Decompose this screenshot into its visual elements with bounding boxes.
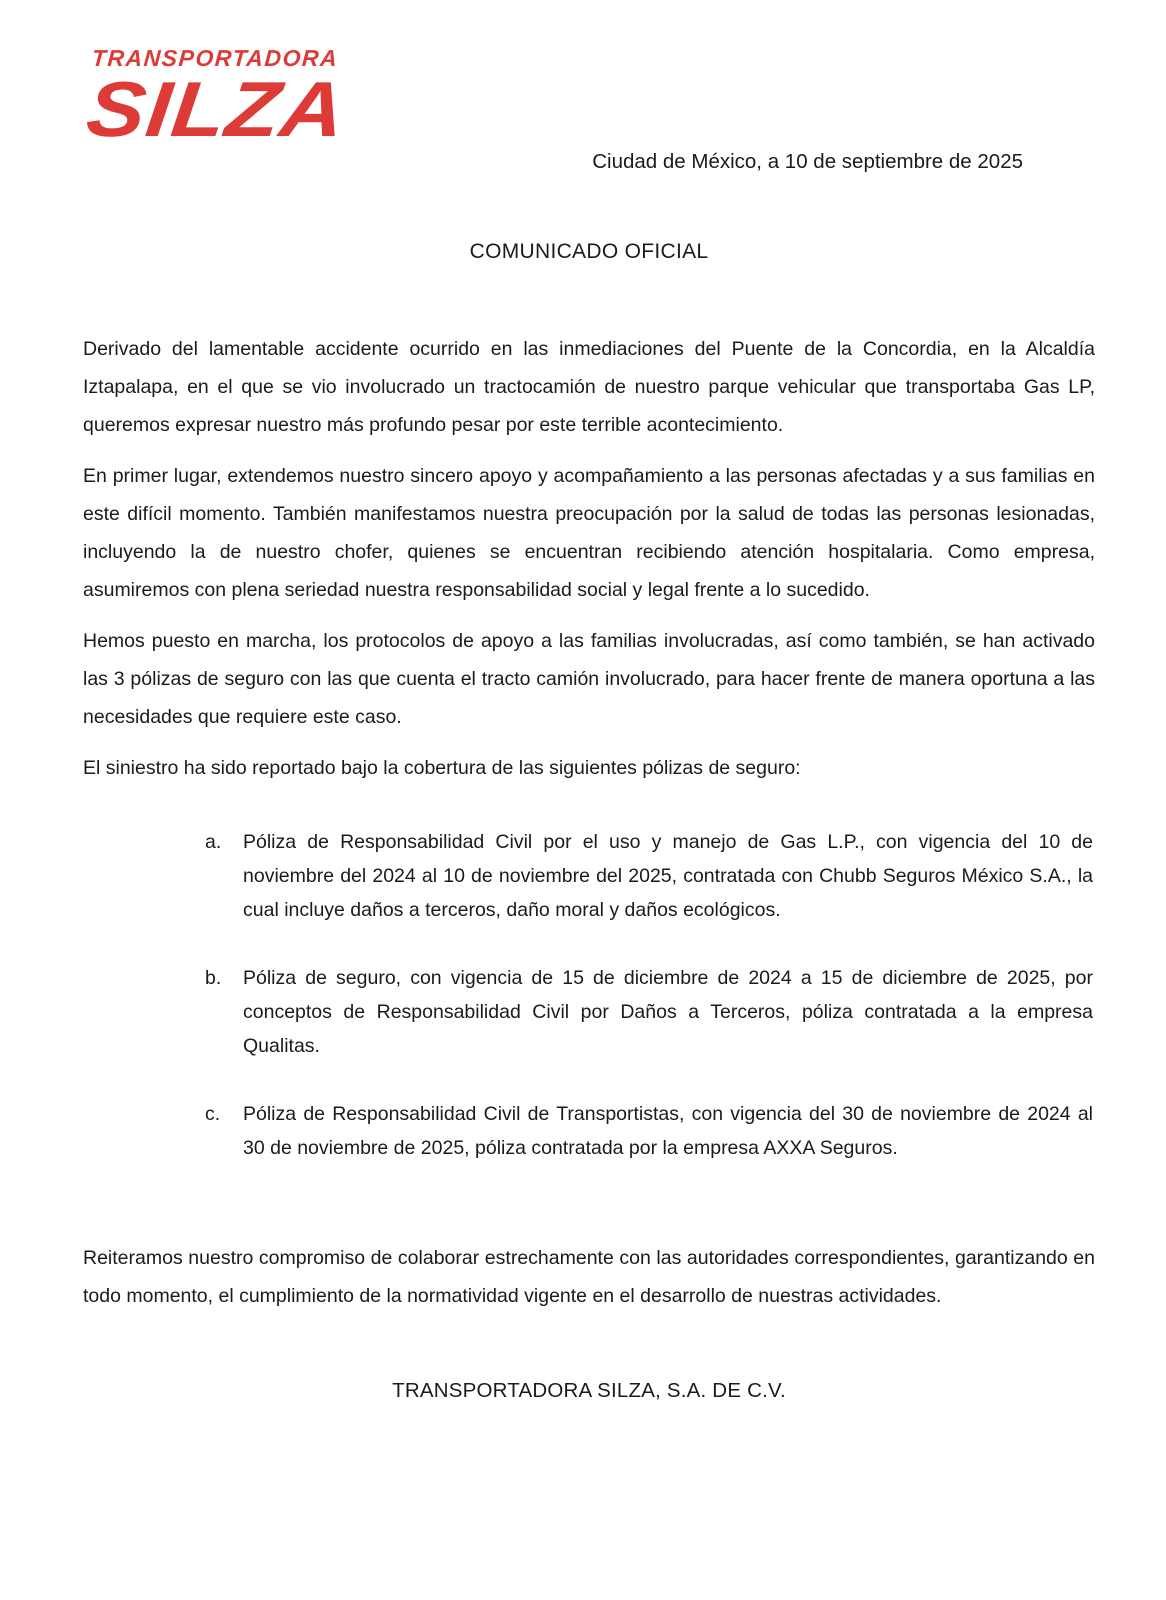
- policy-item-a: [205, 825, 1093, 927]
- policy-marker-c: c.: [205, 1103, 221, 1126]
- paragraph-support: En primer lugar, extendemos nuestro sincero apoyo y acompañamiento a las personas afectadas y a sus familias en este difícil momento. También manifestamos nuestra preocupación por la salud de todas las personas lesionadas, incluyendo la de nuestro chofer, quienes se encuentran recibiendo atención hospitalaria. Como empresa, asumiremos con plena seriedad nuestra responsabilidad social y legal frente a lo sucedido.: [83, 465, 1095, 602]
- document-title: COMUNICADO OFICIAL: [469, 240, 709, 264]
- silza-logo: [82, 45, 1095, 153]
- signature-line: TRANSPORTADORA SILZA, S.A. DE C.V.: [392, 1379, 786, 1403]
- policy-marker-a: a.: [205, 831, 222, 854]
- policy-text-a: Póliza de Responsabilidad Civil por el uso y manejo de Gas L.P., con vigencia del 10 de noviembre del 2024 al 10 de noviembre del 2025, contratada con Chubb Seguros México S.A., la cual incluye daños a terceros, daño moral y daños ecológicos.: [243, 831, 1093, 922]
- policy-list: [83, 825, 1095, 1165]
- paragraph-policies-intro: El siniestro ha sido reportado bajo la cobertura de las siguientes pólizas de seguro:: [83, 757, 801, 780]
- document-body: [83, 330, 1095, 1315]
- date-line: Ciudad de México, a 10 de septiembre de 2025: [592, 150, 1023, 174]
- policy-text-c: Póliza de Responsabilidad Civil de Transportistas, con vigencia del 30 de noviembre de 2024 al 30 de noviembre de 2025, póliza contratada por la empresa AXXA Seguros.: [243, 1103, 1093, 1160]
- paragraph-protocols: Hemos puesto en marcha, los protocolos de apoyo a las familias involucradas, así como también, se han activado las 3 pólizas de seguro con las que cuenta el tracto camión involucrado, para hacer frente de manera oportuna a las necesidades que requiere este caso.: [83, 630, 1095, 729]
- paragraph-accident: Derivado del lamentable accidente ocurrido en las inmediaciones del Puente de la Concordia, en la Alcaldía Iztapalapa, en el que se vio involucrado un tractocamión de nuestro parque vehicular que transportaba Gas LP, queremos expresar nuestro más profundo pesar por este terrible acontecimiento.: [83, 338, 1095, 437]
- policy-item-c: [205, 1097, 1093, 1165]
- policy-item-b: [205, 961, 1093, 1063]
- logo-wordmark-silza: SILZA: [82, 65, 351, 153]
- policy-text-b: Póliza de seguro, con vigencia de 15 de diciembre de 2024 a 15 de diciembre de 2025, por conceptos de Responsabilidad Civil por Daños a Terceros, póliza contratada a la empresa Qualitas.: [243, 967, 1093, 1058]
- policy-marker-b: b.: [205, 967, 222, 990]
- logo-wordmark-transportadora: TRANSPORTADORA: [91, 45, 340, 71]
- paragraph-closing: Reiteramos nuestro compromiso de colaborar estrechamente con las autoridades correspondientes, garantizando en todo momento, el cumplimiento de la normatividad vigente en el desarrollo de nuestras actividades.: [83, 1247, 1095, 1308]
